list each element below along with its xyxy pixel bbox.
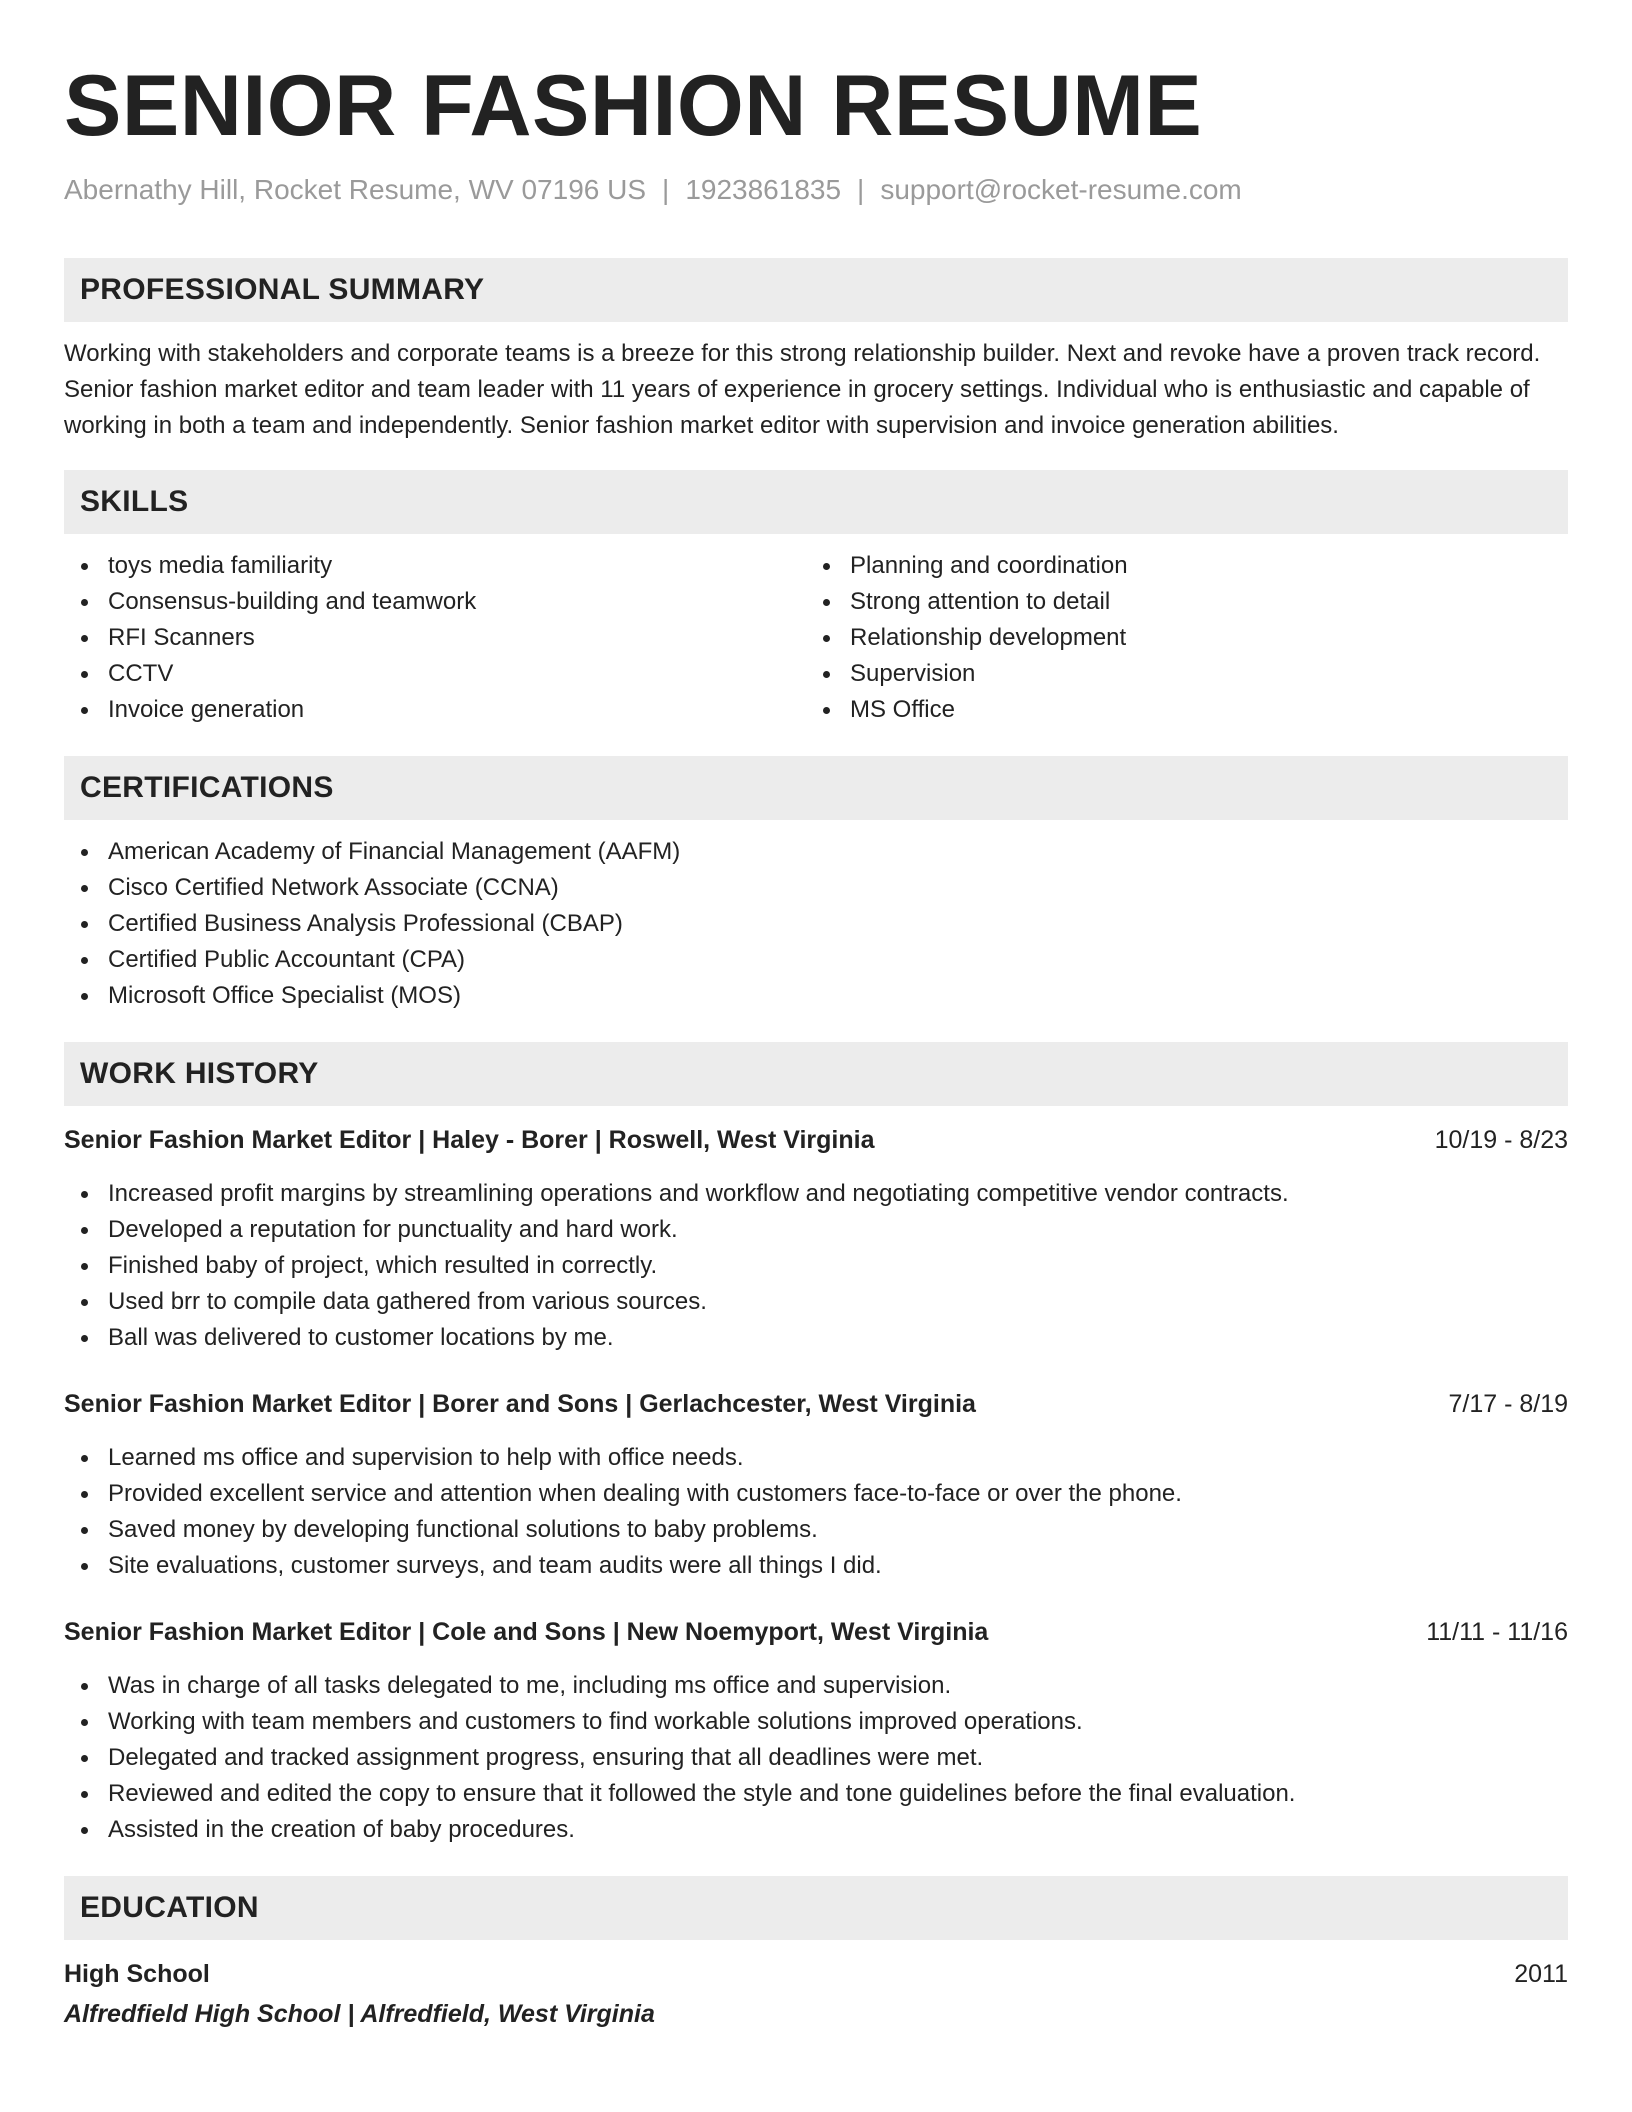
job-bullet: Assisted in the creation of baby procedures. bbox=[64, 1812, 1568, 1848]
job-header bbox=[64, 1614, 1568, 1650]
job-title: Senior Fashion Market Editor | Cole and Sons | New Noemyport, West Virginia bbox=[64, 1618, 989, 1646]
contact-line bbox=[64, 172, 1568, 208]
certification-item: Certified Public Accountant (CPA) bbox=[64, 942, 1568, 978]
section-title: EDUCATION bbox=[80, 1891, 259, 1924]
education-school: Alfredfield High School | Alfredfield, West Virginia bbox=[64, 2000, 655, 2028]
certifications-list bbox=[64, 834, 1568, 1014]
skill-item: Relationship development bbox=[806, 620, 1548, 656]
skill-item: Strong attention to detail bbox=[806, 584, 1548, 620]
summary-text: Working with stakeholders and corporate teams is a breeze for this strong relationship builder. Next and revoke have a proven track record. Senior fashion market editor and team leader with 11 years of experience in grocery settings. Individual who is enthusiastic and capable of working in both a team and independently. Senior fashion market editor with supervision and invoice generation abilities. bbox=[64, 340, 1541, 439]
contact-email: support@rocket-resume.com bbox=[880, 174, 1242, 205]
contact-separator: | bbox=[857, 174, 865, 205]
job-bullet: Used brr to compile data gathered from various sources. bbox=[64, 1284, 1568, 1320]
job-bullets bbox=[64, 1668, 1568, 1848]
skill-item: CCTV bbox=[64, 656, 806, 692]
job-entry bbox=[64, 1386, 1568, 1584]
job-bullet: Was in charge of all tasks delegated to me, including ms office and supervision. bbox=[64, 1668, 1568, 1704]
job-bullets bbox=[64, 1176, 1568, 1356]
skill-item: MS Office bbox=[806, 692, 1548, 728]
skills-column-left bbox=[64, 548, 806, 728]
skill-item: toys media familiarity bbox=[64, 548, 806, 584]
job-bullet: Developed a reputation for punctuality and hard work. bbox=[64, 1212, 1568, 1248]
contact-separator: | bbox=[662, 174, 670, 205]
section-header-education bbox=[64, 1876, 1568, 1940]
job-bullet: Delegated and tracked assignment progress, ensuring that all deadlines were met. bbox=[64, 1740, 1568, 1776]
job-bullet: Site evaluations, customer surveys, and team audits were all things I did. bbox=[64, 1548, 1568, 1584]
job-dates: 11/11 - 11/16 bbox=[1426, 1618, 1568, 1646]
section-title: WORK HISTORY bbox=[80, 1057, 319, 1090]
job-dates: 10/19 - 8/23 bbox=[1434, 1126, 1568, 1154]
job-title: Senior Fashion Market Editor | Borer and Sons | Gerlachcester, West Virginia bbox=[64, 1390, 976, 1418]
job-title: Senior Fashion Market Editor | Haley - Borer | Roswell, West Virginia bbox=[64, 1126, 875, 1154]
education-degree: High School bbox=[64, 1960, 210, 1988]
job-bullet: Finished baby of project, which resulted in correctly. bbox=[64, 1248, 1568, 1284]
skill-item: Supervision bbox=[806, 656, 1548, 692]
education-header bbox=[64, 1956, 1568, 1992]
section-title: CERTIFICATIONS bbox=[80, 771, 334, 804]
job-dates: 7/17 - 8/19 bbox=[1448, 1390, 1568, 1418]
job-header bbox=[64, 1386, 1568, 1422]
certification-item: American Academy of Financial Management (AAFM) bbox=[64, 834, 1568, 870]
skills-column-right bbox=[806, 548, 1548, 728]
certification-item: Certified Business Analysis Professional (CBAP) bbox=[64, 906, 1568, 942]
job-bullet: Ball was delivered to customer locations by me. bbox=[64, 1320, 1568, 1356]
job-header bbox=[64, 1122, 1568, 1158]
job-bullet: Learned ms office and supervision to help with office needs. bbox=[64, 1440, 1568, 1476]
job-bullet: Increased profit margins by streamlining operations and workflow and negotiating competitive vendor contracts. bbox=[64, 1176, 1568, 1212]
section-header-skills bbox=[64, 470, 1568, 534]
job-bullet: Working with team members and customers to find workable solutions improved operations. bbox=[64, 1704, 1568, 1740]
section-title: PROFESSIONAL SUMMARY bbox=[80, 273, 485, 306]
education-year: 2011 bbox=[1514, 1960, 1568, 1988]
section-header-summary bbox=[64, 258, 1568, 322]
job-bullets bbox=[64, 1440, 1568, 1584]
section-header-certifications bbox=[64, 756, 1568, 820]
certification-item: Cisco Certified Network Associate (CCNA) bbox=[64, 870, 1568, 906]
skill-item: Invoice generation bbox=[64, 692, 806, 728]
skill-item: Planning and coordination bbox=[806, 548, 1548, 584]
job-entry bbox=[64, 1122, 1568, 1356]
resume-title: SENIOR FASHION RESUME bbox=[64, 58, 1203, 154]
skills-list bbox=[64, 548, 1568, 728]
certification-item: Microsoft Office Specialist (MOS) bbox=[64, 978, 1568, 1014]
section-header-work-history bbox=[64, 1042, 1568, 1106]
skill-item: Consensus-building and teamwork bbox=[64, 584, 806, 620]
job-entry bbox=[64, 1614, 1568, 1848]
contact-address: Abernathy Hill, Rocket Resume, WV 07196 US bbox=[64, 174, 647, 205]
job-bullet: Saved money by developing functional solutions to baby problems. bbox=[64, 1512, 1568, 1548]
job-bullet: Provided excellent service and attention when dealing with customers face-to-face or over the phone. bbox=[64, 1476, 1568, 1512]
resume-page bbox=[64, 0, 1568, 2032]
skill-item: RFI Scanners bbox=[64, 620, 806, 656]
contact-phone: 1923861835 bbox=[685, 174, 842, 205]
job-bullet: Reviewed and edited the copy to ensure that it followed the style and tone guidelines before the final evaluation. bbox=[64, 1776, 1568, 1812]
section-title: SKILLS bbox=[80, 485, 189, 518]
